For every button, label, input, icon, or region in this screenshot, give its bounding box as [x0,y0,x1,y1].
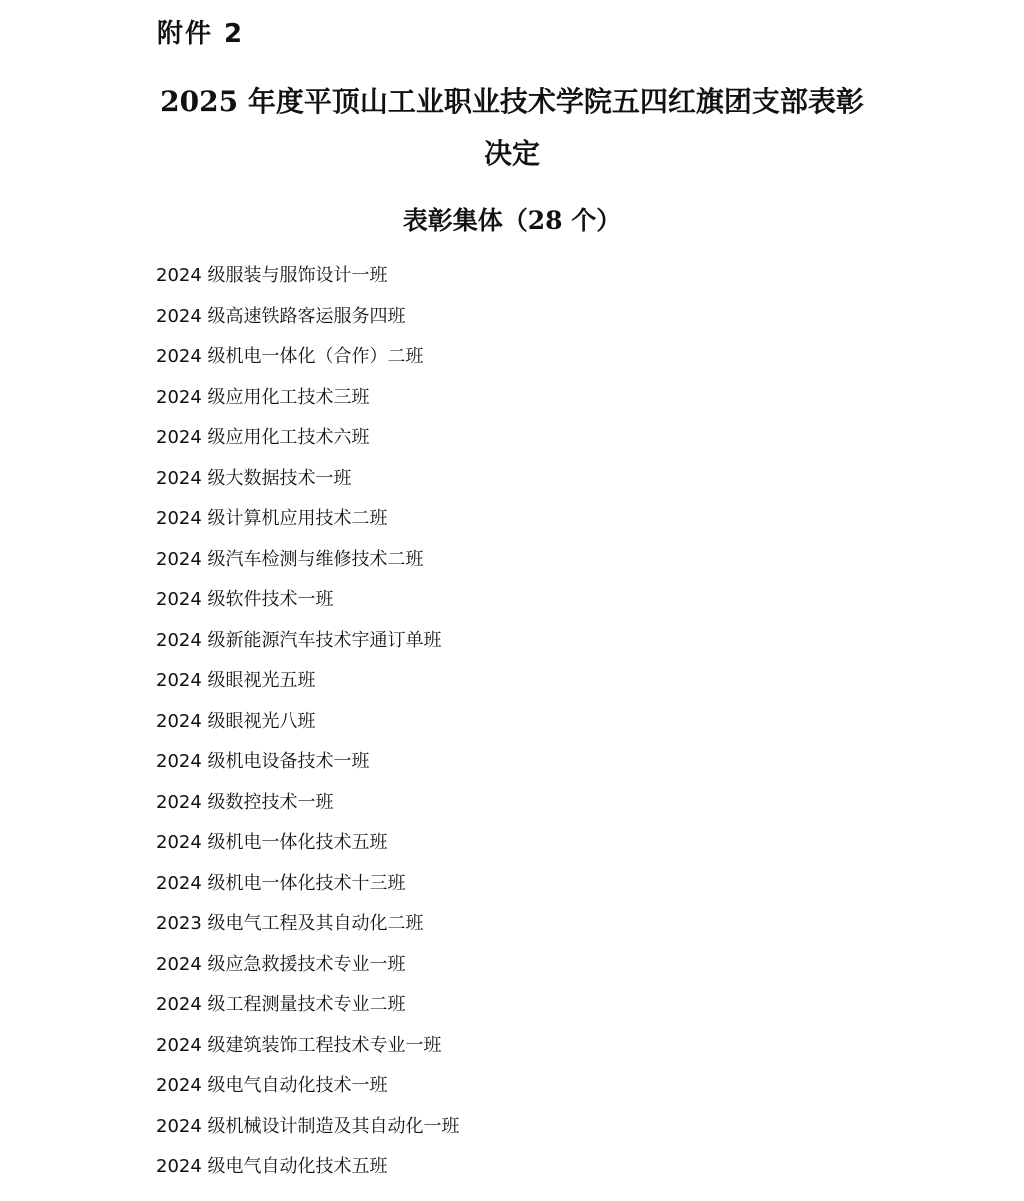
list-item: 2024 级软件技术一班 [156,589,334,610]
list-item: 2024 级数控技术一班 [156,791,334,813]
list-item: 2024 级机械设计制造及其自动化一班 [156,1115,460,1137]
list-item: 2023 级电气工程及其自动化二班 [156,913,424,934]
list-item: 2024 级机电一体化技术十三班 [156,872,406,894]
attachment-label: 附件 2 [157,19,245,49]
list-item: 2024 级机电设备技术一班 [156,751,370,772]
list-item: 2024 级新能源汽车技术宇通订单班 [156,629,442,651]
list-item: 2024 级工程测量技术专业二班 [156,994,406,1015]
list-item: 2024 级应急救援技术专业一班 [156,953,406,975]
list-item: 2024 级眼视光五班 [156,670,316,691]
list-item: 2024 级电气自动化技术一班 [156,1075,388,1096]
list-item: 2024 级应用化工技术六班 [156,427,370,448]
list-item: 2024 级机电一体化（合作）二班 [156,346,424,367]
document-title-line-2: 决定 [483,137,540,170]
document-title-line-1: 2025 年度平顶山工业职业技术学院五四红旗团支部表彰 [160,85,864,118]
list-item: 2024 级计算机应用技术二班 [156,508,388,529]
list-item: 2024 级服装与服饰设计一班 [156,265,388,286]
honored-class-list [156,256,460,1188]
list-item: 2024 级汽车检测与维修技术二班 [156,548,424,570]
list-item: 2024 级建筑装饰工程技术专业一班 [156,1034,442,1056]
list-item: 2024 级机电一体化技术五班 [156,832,388,853]
list-item: 2024 级电气自动化技术五班 [156,1156,388,1177]
list-item: 2024 级大数据技术一班 [156,467,352,489]
list-item: 2024 级应用化工技术三班 [156,386,370,408]
list-item: 2024 级高速铁路客运服务四班 [156,305,406,327]
list-item: 2024 级眼视光八班 [156,710,316,732]
section-heading: 表彰集体（28 个） [402,206,622,235]
